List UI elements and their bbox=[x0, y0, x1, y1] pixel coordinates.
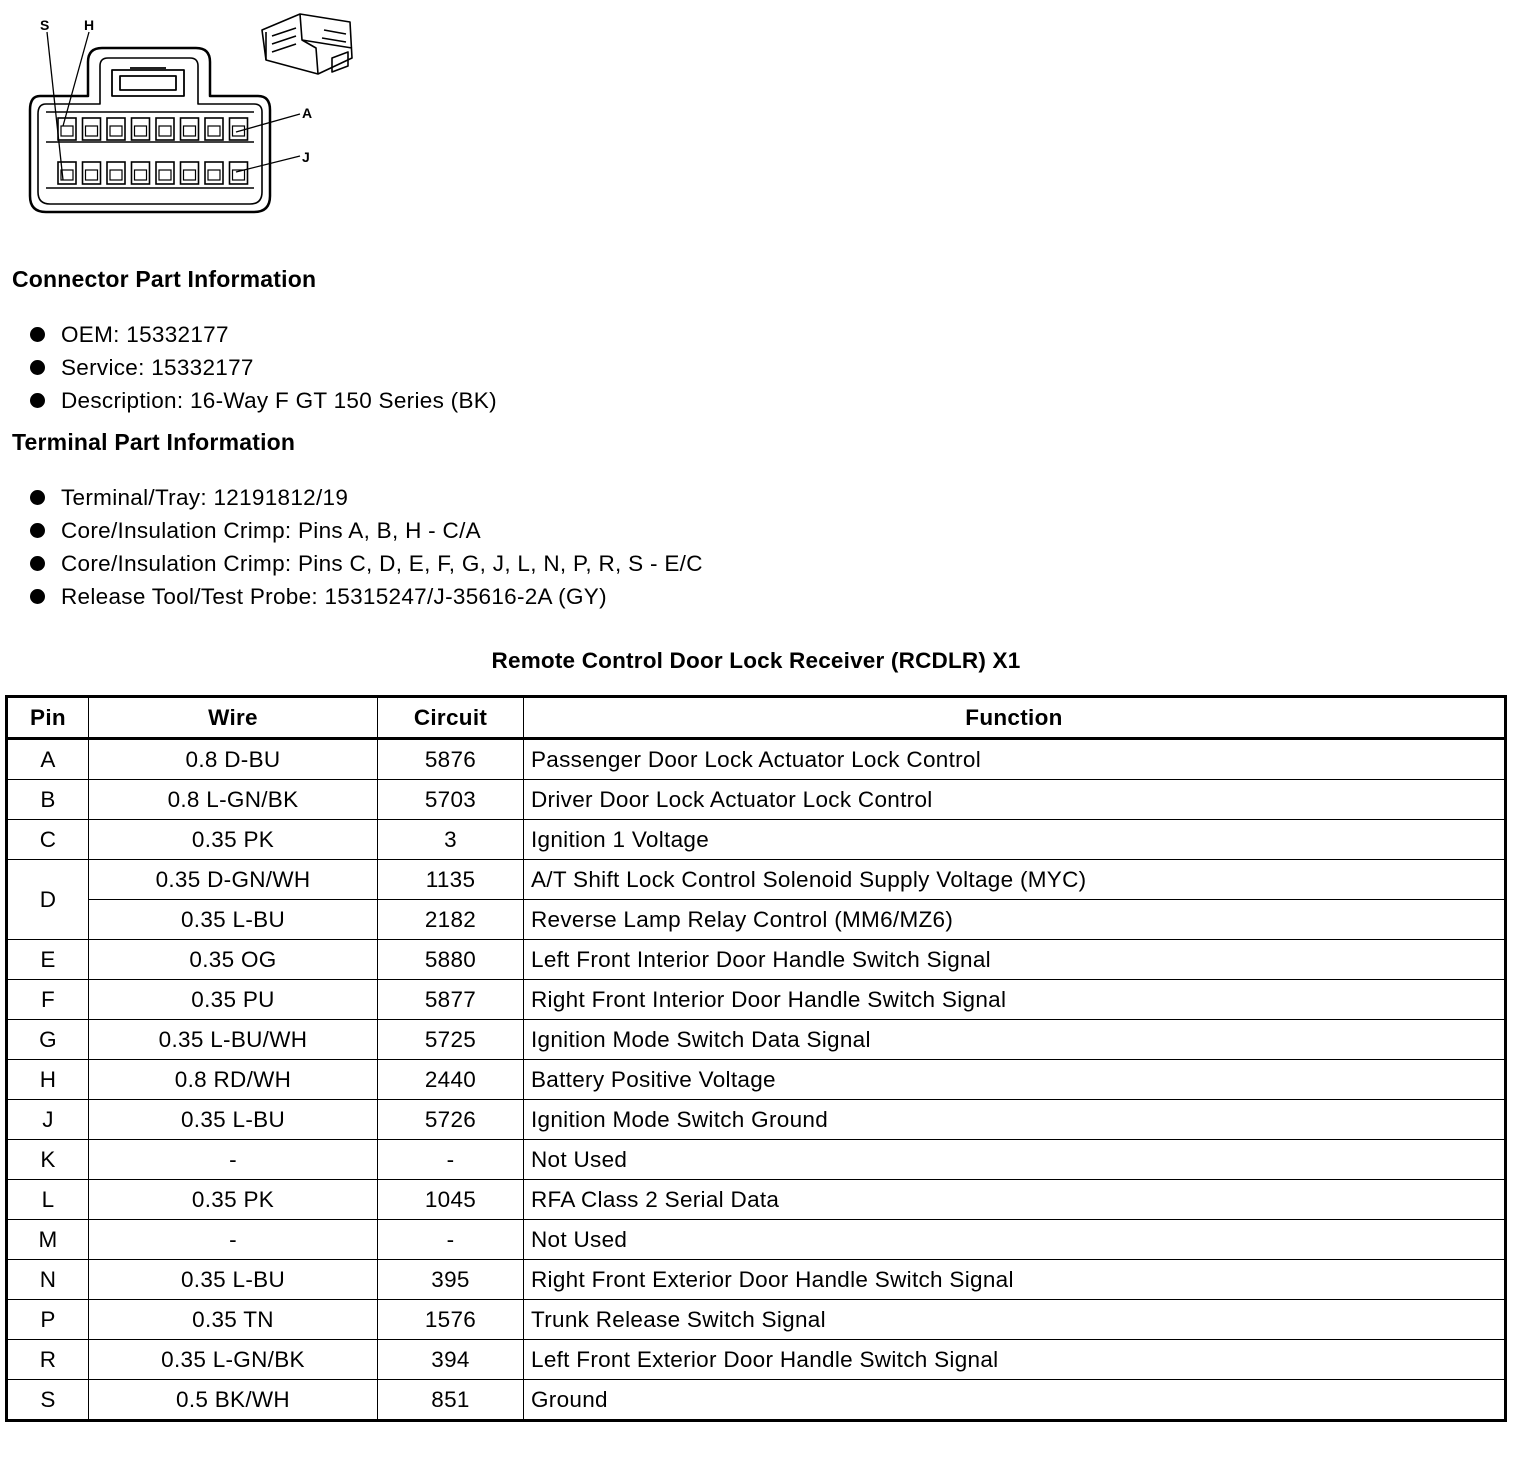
cell-function: Not Used bbox=[524, 1140, 1506, 1180]
cell-pin: R bbox=[7, 1340, 89, 1380]
table-row bbox=[7, 1100, 1506, 1140]
pin-cavity-terminal bbox=[86, 126, 98, 136]
pin-cavity-terminal bbox=[184, 170, 196, 180]
table-row bbox=[7, 1140, 1506, 1180]
cell-pin: N bbox=[7, 1260, 89, 1300]
connector-info-heading: Connector Part Information bbox=[12, 266, 317, 292]
cell-pin: E bbox=[7, 940, 89, 980]
table-row bbox=[7, 1180, 1506, 1220]
label-pin-h: H bbox=[84, 17, 95, 33]
terminal-info-heading: Terminal Part Information bbox=[12, 429, 296, 455]
column-header-pin: Pin bbox=[7, 697, 89, 739]
list-item bbox=[30, 481, 703, 514]
cell-function: Ignition Mode Switch Ground bbox=[524, 1100, 1506, 1140]
cell-pin: J bbox=[7, 1100, 89, 1140]
cell-circuit: 1135 bbox=[378, 860, 524, 900]
cell-wire: 0.35 OG bbox=[89, 940, 378, 980]
column-header-function: Function bbox=[524, 697, 1506, 739]
pin-cavity-terminal bbox=[184, 126, 196, 136]
cell-function: Left Front Interior Door Handle Switch Signal bbox=[524, 940, 1506, 980]
pin-cavity-terminal bbox=[135, 170, 147, 180]
cell-function: Reverse Lamp Relay Control (MM6/MZ6) bbox=[524, 900, 1506, 940]
pin-cavities bbox=[58, 118, 248, 184]
table-header-row bbox=[7, 697, 1506, 739]
cell-function: Ground bbox=[524, 1380, 1506, 1421]
cell-function: Not Used bbox=[524, 1220, 1506, 1260]
cell-function: A/T Shift Lock Control Solenoid Supply Voltage (MYC) bbox=[524, 860, 1506, 900]
pin-cavity-terminal bbox=[208, 126, 220, 136]
cell-pin: F bbox=[7, 980, 89, 1020]
pin-cavity-terminal bbox=[159, 126, 171, 136]
cell-wire: 0.35 L-BU/WH bbox=[89, 1020, 378, 1060]
cell-wire: 0.8 RD/WH bbox=[89, 1060, 378, 1100]
pin-cavity-terminal bbox=[135, 126, 147, 136]
cell-pin: D bbox=[7, 860, 89, 940]
cell-function: Right Front Exterior Door Handle Switch Signal bbox=[524, 1260, 1506, 1300]
table-row bbox=[7, 739, 1506, 780]
cell-wire: 0.35 PK bbox=[89, 820, 378, 860]
cell-wire: 0.35 L-GN/BK bbox=[89, 1340, 378, 1380]
table-row bbox=[7, 980, 1506, 1020]
pin-cavity-terminal bbox=[110, 170, 122, 180]
connector-latch bbox=[112, 68, 184, 96]
pin-cavity-terminal bbox=[61, 126, 73, 136]
bullet-icon bbox=[30, 490, 45, 505]
table-row bbox=[7, 1380, 1506, 1421]
list-item bbox=[30, 514, 703, 547]
cell-function: Left Front Exterior Door Handle Switch Signal bbox=[524, 1340, 1506, 1380]
table-body bbox=[7, 739, 1506, 1421]
leader-line-j bbox=[236, 156, 300, 172]
table-row bbox=[7, 1260, 1506, 1300]
table-row bbox=[7, 820, 1506, 860]
cell-circuit: 3 bbox=[378, 820, 524, 860]
cell-function: RFA Class 2 Serial Data bbox=[524, 1180, 1506, 1220]
label-pin-a: A bbox=[302, 105, 313, 121]
cell-wire: 0.8 D-BU bbox=[89, 739, 378, 780]
cell-wire: 0.5 BK/WH bbox=[89, 1380, 378, 1421]
cell-circuit: 851 bbox=[378, 1380, 524, 1421]
cell-circuit: 5877 bbox=[378, 980, 524, 1020]
label-pin-j: J bbox=[302, 149, 310, 165]
cell-pin: S bbox=[7, 1380, 89, 1421]
cell-wire: 0.35 PU bbox=[89, 980, 378, 1020]
table-row bbox=[7, 1300, 1506, 1340]
cell-circuit: 2182 bbox=[378, 900, 524, 940]
cell-pin: H bbox=[7, 1060, 89, 1100]
cell-function: Passenger Door Lock Actuator Lock Control bbox=[524, 739, 1506, 780]
cell-circuit: 2440 bbox=[378, 1060, 524, 1100]
column-header-wire: Wire bbox=[89, 697, 378, 739]
table-title: Remote Control Door Lock Receiver (RCDLR) X1 bbox=[491, 648, 1021, 673]
pin-cavity-terminal bbox=[86, 170, 98, 180]
list-item bbox=[30, 318, 497, 351]
cell-circuit: 5703 bbox=[378, 780, 524, 820]
cell-wire: 0.35 L-BU bbox=[89, 900, 378, 940]
column-header-circuit: Circuit bbox=[378, 697, 524, 739]
list-item-text: Core/Insulation Crimp: Pins C, D, E, F, G, J, L, N, P, R, S - E/C bbox=[61, 551, 703, 576]
bullet-icon bbox=[30, 589, 45, 604]
table-row bbox=[7, 1020, 1506, 1060]
cell-pin: B bbox=[7, 780, 89, 820]
connector-3d-thumbnail bbox=[262, 14, 352, 74]
cell-circuit: 5876 bbox=[378, 739, 524, 780]
pinout-table bbox=[5, 695, 1507, 1422]
list-item-text: Terminal/Tray: 12191812/19 bbox=[61, 485, 349, 510]
cell-wire: - bbox=[89, 1220, 378, 1260]
list-item bbox=[30, 547, 703, 580]
connector-info-list bbox=[30, 318, 497, 417]
leader-line-a bbox=[236, 114, 300, 132]
list-item bbox=[30, 351, 497, 384]
cell-circuit: 1045 bbox=[378, 1180, 524, 1220]
cell-wire: 0.35 L-BU bbox=[89, 1260, 378, 1300]
cell-pin: K bbox=[7, 1140, 89, 1180]
cell-pin: M bbox=[7, 1220, 89, 1260]
cell-circuit: 394 bbox=[378, 1340, 524, 1380]
list-item-text: OEM: 15332177 bbox=[61, 322, 229, 347]
cell-circuit: - bbox=[378, 1140, 524, 1180]
table-row bbox=[7, 900, 1506, 940]
cell-pin: P bbox=[7, 1300, 89, 1340]
cell-circuit: - bbox=[378, 1220, 524, 1260]
cell-function: Ignition Mode Switch Data Signal bbox=[524, 1020, 1506, 1060]
cell-pin: L bbox=[7, 1180, 89, 1220]
bullet-icon bbox=[30, 523, 45, 538]
list-item-text: Core/Insulation Crimp: Pins A, B, H - C/A bbox=[61, 518, 481, 543]
cell-circuit: 1576 bbox=[378, 1300, 524, 1340]
list-item bbox=[30, 580, 703, 613]
cell-function: Driver Door Lock Actuator Lock Control bbox=[524, 780, 1506, 820]
table-row bbox=[7, 780, 1506, 820]
bullet-icon bbox=[30, 556, 45, 571]
cell-wire: 0.35 L-BU bbox=[89, 1100, 378, 1140]
pin-cavity-terminal bbox=[110, 126, 122, 136]
cell-circuit: 5880 bbox=[378, 940, 524, 980]
bullet-icon bbox=[30, 393, 45, 408]
pin-cavity-terminal bbox=[208, 170, 220, 180]
cell-wire: - bbox=[89, 1140, 378, 1180]
list-item bbox=[30, 384, 497, 417]
cell-pin: C bbox=[7, 820, 89, 860]
bullet-icon bbox=[30, 327, 45, 342]
table-row bbox=[7, 1340, 1506, 1380]
cell-pin: A bbox=[7, 739, 89, 780]
cell-function: Battery Positive Voltage bbox=[524, 1060, 1506, 1100]
cell-wire: 0.35 TN bbox=[89, 1300, 378, 1340]
list-item-text: Release Tool/Test Probe: 15315247/J-35616-2A (GY) bbox=[61, 584, 607, 609]
cell-wire: 0.35 PK bbox=[89, 1180, 378, 1220]
cell-wire: 0.8 L-GN/BK bbox=[89, 780, 378, 820]
list-item-text: Service: 15332177 bbox=[61, 355, 254, 380]
bullet-icon bbox=[30, 360, 45, 375]
cell-function: Trunk Release Switch Signal bbox=[524, 1300, 1506, 1340]
label-pin-s: S bbox=[40, 17, 50, 33]
terminal-info-list bbox=[30, 481, 703, 613]
pin-cavity-terminal bbox=[159, 170, 171, 180]
cell-function: Right Front Interior Door Handle Switch Signal bbox=[524, 980, 1506, 1020]
table-row bbox=[7, 1060, 1506, 1100]
cell-function: Ignition 1 Voltage bbox=[524, 820, 1506, 860]
table-row bbox=[7, 940, 1506, 980]
cell-circuit: 395 bbox=[378, 1260, 524, 1300]
cell-circuit: 5726 bbox=[378, 1100, 524, 1140]
cell-pin: G bbox=[7, 1020, 89, 1060]
list-item-text: Description: 16-Way F GT 150 Series (BK) bbox=[61, 388, 497, 413]
table-row bbox=[7, 1220, 1506, 1260]
leader-line-s bbox=[47, 32, 63, 180]
cell-wire: 0.35 D-GN/WH bbox=[89, 860, 378, 900]
table-row bbox=[7, 860, 1506, 900]
cell-circuit: 5725 bbox=[378, 1020, 524, 1060]
connector-face-diagram bbox=[0, 0, 380, 230]
